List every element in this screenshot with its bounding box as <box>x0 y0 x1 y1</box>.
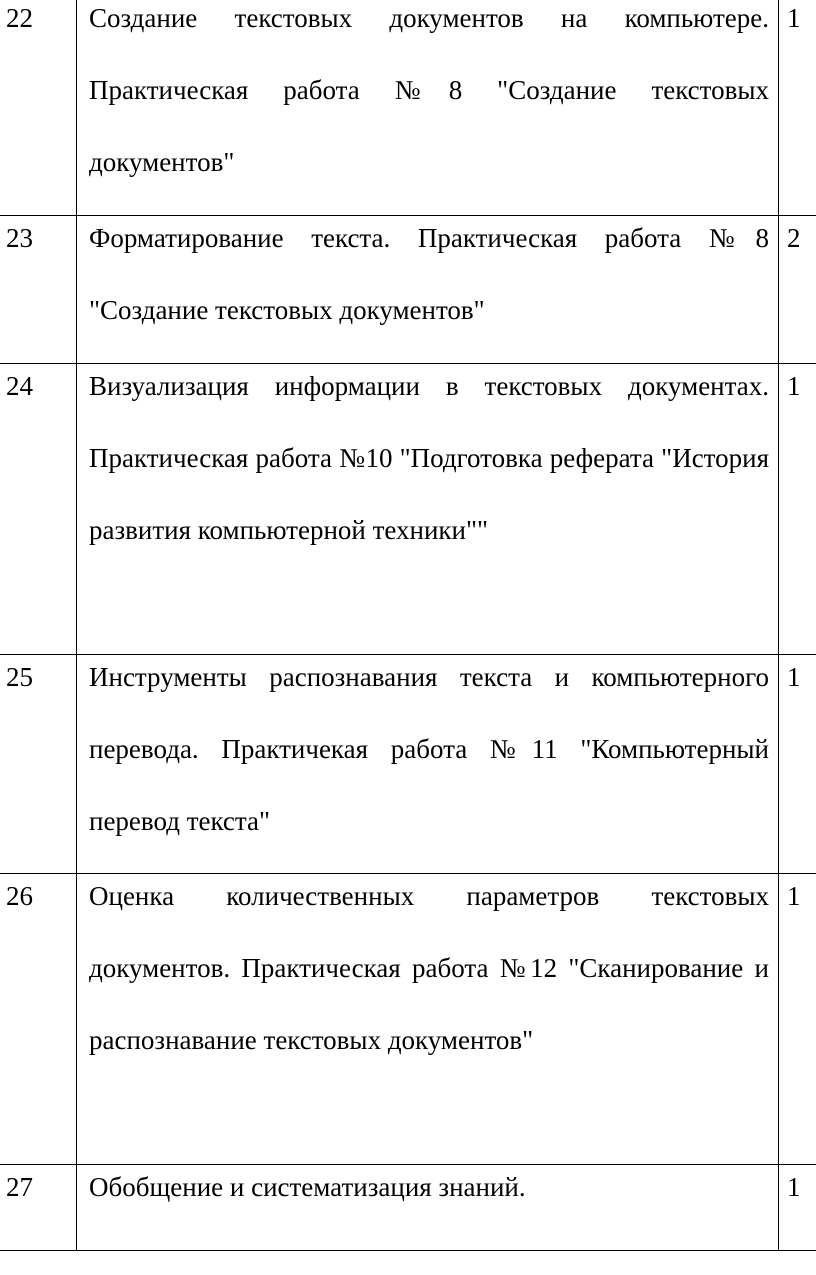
lesson-title: Форматирование текста. Практическая работа №8 "Создание текстовых документов" <box>89 222 769 325</box>
lesson-title: Визуализация информации в текстовых документах. Практическая работа №10 "Подготовка реферата "История развития компьютерной техники"" <box>89 370 769 545</box>
lesson-number: 24 <box>0 363 77 654</box>
lesson-title-cell <box>77 363 779 654</box>
lesson-title: Создание текстовых документов на компьютере. Практическая работа №8 "Создание текстовых документов" <box>89 3 769 177</box>
lesson-hours: 1 <box>779 654 816 873</box>
lesson-title-cell <box>77 215 779 363</box>
lesson-number: 26 <box>0 873 77 1164</box>
lesson-hours: 1 <box>779 1164 816 1250</box>
lesson-hours: 1 <box>779 873 816 1164</box>
lesson-title-cell <box>77 873 779 1164</box>
lesson-title: Оценка количественных параметров текстовых документов. Практическая работа №12 "Сканирование и распознавание текстовых документов" <box>89 880 769 1055</box>
table-row <box>0 215 816 363</box>
lesson-hours: 1 <box>779 363 816 654</box>
lesson-title-cell <box>77 0 779 215</box>
lesson-number: 25 <box>0 654 77 873</box>
table-row <box>0 654 816 873</box>
table-row <box>0 0 816 215</box>
lesson-number: 27 <box>0 1164 77 1250</box>
lesson-number: 22 <box>0 0 77 215</box>
lesson-hours: 2 <box>779 215 816 363</box>
lesson-number: 23 <box>0 215 77 363</box>
table-row <box>0 1164 816 1250</box>
lesson-title-cell <box>77 1164 779 1250</box>
lesson-title: Обобщение и систематизация знаний. <box>89 1171 526 1202</box>
table-row <box>0 873 816 1164</box>
lesson-title-cell <box>77 654 779 873</box>
lesson-title: Инструменты распознавания текста и компьютерного перевода. Практичекая работа №11 "Компьютерный перевод текста" <box>89 661 769 836</box>
lesson-hours: 1 <box>779 0 816 215</box>
table-row <box>0 363 816 654</box>
